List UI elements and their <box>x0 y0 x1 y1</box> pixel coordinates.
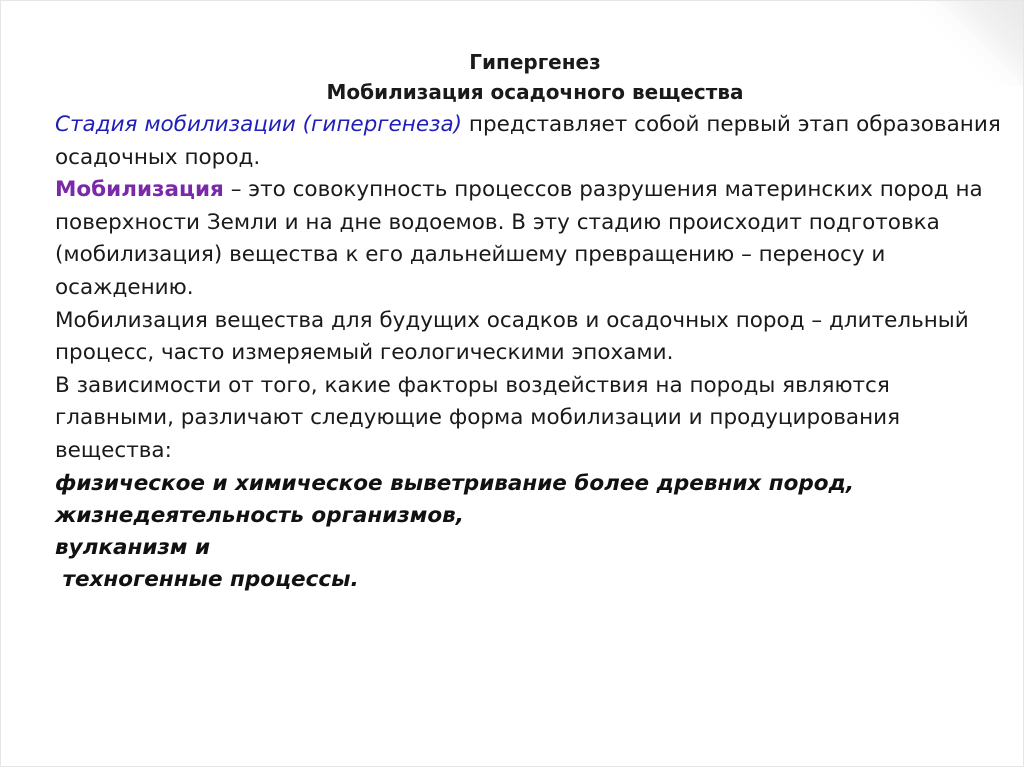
forms-list <box>55 468 1005 596</box>
slide-subtitle: Мобилизация осадочного вещества <box>326 80 744 104</box>
list-item: техногенные процессы. <box>55 566 359 592</box>
stage-definition-text: представляет собой первый этап образования осадочных пород. <box>55 112 1001 170</box>
paragraph-factors: В зависимости от того, какие факторы воздействия на породы являются главными, различают следующие форма мобилизации и продуцирования вещества: <box>55 372 901 463</box>
paragraph-mobilization-definition <box>55 174 1005 304</box>
mobilization-term: Мобилизация <box>55 177 224 203</box>
paragraph-stage-definition <box>55 109 1005 174</box>
stage-term: Стадия мобилизации (гипергенеза) <box>55 112 463 137</box>
mobilization-definition-text: – это совокупность процессов разрушения материнских пород на поверхности Земли и на дне водоемов. В эту стадию происходит подготовка (мобилизация) вещества к его дальнейшему превращению – переносу и осаждению. <box>55 177 983 300</box>
slide-content <box>55 47 1005 596</box>
list-item: вулканизм и <box>55 534 211 560</box>
paragraph-duration: Мобилизация вещества для будущих осадков и осадочных пород – длительный процесс, часто измеряемый геологическими эпохами. <box>55 307 969 366</box>
list-item: физическое и химическое выветривание более древних пород, <box>55 470 855 496</box>
list-item: жизнедеятельность организмов, <box>55 502 464 528</box>
slide-title: Гипергенез <box>469 50 601 74</box>
